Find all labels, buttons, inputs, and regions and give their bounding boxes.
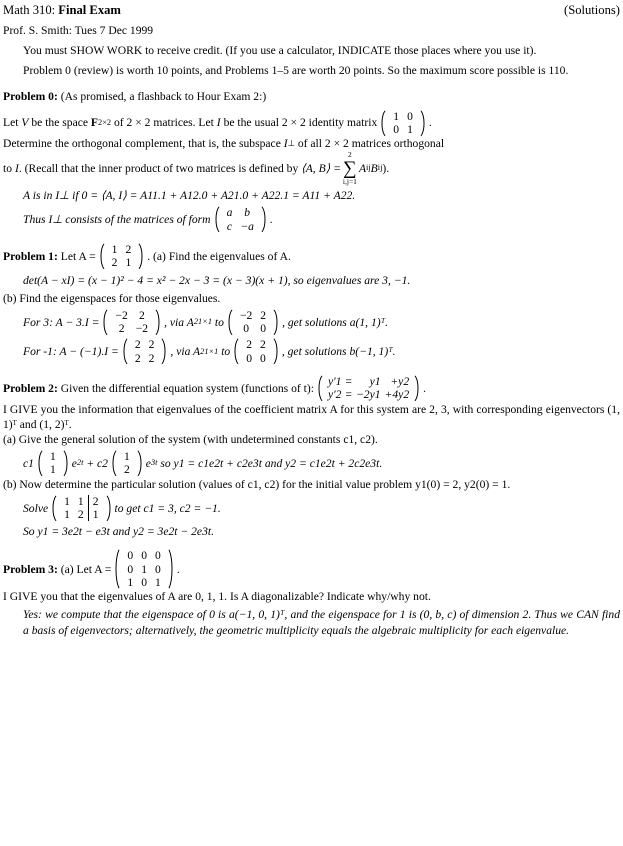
- cell: 2: [118, 322, 125, 336]
- matrix-A-minus-3I: [101, 309, 162, 336]
- matrix-rref-3: [226, 309, 280, 336]
- paren-left: [98, 243, 105, 270]
- p1c-mid-b: to: [221, 345, 231, 359]
- cell: −2: [239, 308, 253, 322]
- matrix-A-3x3: [113, 549, 174, 589]
- sum-lower: i,j=1: [342, 176, 357, 186]
- cell: 1: [77, 494, 84, 508]
- p1b-post: , get solutions a(1, 1)ᵀ.: [282, 315, 388, 329]
- cell: −2y1: [355, 388, 381, 402]
- p2a-c1: c1: [23, 456, 34, 470]
- cell: 2: [125, 243, 132, 257]
- p0-sol2-period: .: [269, 213, 273, 227]
- cell: 1: [393, 109, 400, 123]
- p3-period: .: [176, 562, 180, 576]
- exam-title: Final Exam: [58, 3, 121, 17]
- course-label: Math 310:: [3, 3, 56, 17]
- cell: 2: [139, 308, 145, 322]
- identity-matrix: [379, 110, 427, 137]
- instructor-line: Prof. S. Smith: Tues 7 Dec 1999: [3, 24, 154, 38]
- cell: 1: [64, 494, 70, 508]
- problem-2-part-b: (b) Now determine the particular solution (values of c1, c2) for the initial value problem y1(0) = 2, y2(0) = 1.: [3, 477, 511, 491]
- matrix-A: [98, 243, 146, 270]
- problem-2: [3, 375, 620, 539]
- cell: 1: [141, 562, 148, 576]
- problem-1-part-b: (b) Find the eigenspaces for those eigenvalues.: [3, 291, 221, 305]
- eigenvector-2: [110, 450, 144, 477]
- cell: +4y2: [384, 388, 410, 402]
- p0-F: F: [90, 116, 99, 130]
- problem-2-solution-a: c1 1 1 e 2t + c2 1 2 e 3t so y1 = c1e2t + c2e3t and y2 = c1e2t + 2c2e3t.: [23, 449, 383, 477]
- problem-0-heading: [3, 89, 620, 104]
- paren-right: [155, 309, 162, 336]
- problem-1-solution-a: det(A − xI) = (x − 1)² − 4 = x² − 2x − 3 = (x − 3)(x + 1), so eigenvalues are 3, −1.: [23, 273, 411, 287]
- paren-right: [63, 450, 70, 477]
- paren-right: [161, 338, 168, 365]
- paren-right: [137, 450, 144, 477]
- problem-2-given: I GIVE you the information that eigenvalues of the coefficient matrix A for this system are 2, 3, with corresponding eigenvectors (1, 1)ᵀ and (1, 2)ᵀ.: [3, 402, 620, 431]
- p0-t3: of 2 × 2 matrices. Let: [113, 116, 214, 130]
- cell: −a: [240, 219, 254, 233]
- problem-1-eigenspace-minus1: For -1: A − (−1).I = 2 2 2 2 , via A 2 1×1 to 2 2 0 0 , get solutions b(−1, 1)ᵀ.: [23, 338, 396, 365]
- page-header: [3, 2, 620, 18]
- paren-left: [213, 206, 220, 233]
- cell: 2: [260, 308, 267, 322]
- problem-1-statement: [3, 243, 620, 270]
- problem-0-solution-2: [23, 206, 620, 233]
- cell: −2: [115, 308, 128, 322]
- paren-left: [113, 549, 120, 589]
- p1b-mid-b: to: [214, 315, 224, 329]
- paren-right: [138, 243, 145, 270]
- cell: 1: [49, 449, 56, 463]
- paren-right: [414, 375, 421, 402]
- cell: 1: [407, 122, 413, 136]
- problem-2-label: Problem 2:: [3, 381, 58, 395]
- cell: 2: [77, 508, 84, 522]
- cell: 2: [148, 338, 155, 352]
- problem-2-solution-b: [23, 495, 620, 522]
- paren-right: [273, 338, 280, 365]
- cell: 2: [134, 338, 141, 352]
- cell: 0: [407, 109, 413, 123]
- cell: 1: [127, 576, 134, 590]
- problem-0-line-2: Determine the orthogonal complement, that is, the subspace I ⊥ of all 2 × 2 matrices orthogonal: [3, 137, 445, 151]
- p0-I3: I: [14, 161, 19, 175]
- cell: 1: [155, 576, 161, 590]
- cell: 0: [246, 351, 253, 365]
- paren-left: [316, 375, 323, 402]
- matrix-A-plus-I: [121, 338, 169, 365]
- paren-left: [101, 309, 108, 336]
- cell: b: [244, 206, 251, 220]
- paren-right: [273, 309, 280, 336]
- paren-left: [50, 495, 57, 522]
- p2b-post: to get c1 = 3, c2 = −1.: [114, 501, 221, 515]
- p0-t8: . (Recall that the inner product of two matrices is defined by: [18, 161, 299, 175]
- cell: y1: [369, 375, 381, 389]
- problem-1-eigenspace-3: For 3: A − 3.I = −2 2 2 −2 , via A 2 1×1 to −2 2 0 0 , get solutions a(1, 1)ᵀ.: [23, 308, 388, 336]
- cell: 1: [123, 449, 130, 463]
- problem-0-subtitle: (As promised, a flashback to Hour Exam 2:): [60, 89, 267, 103]
- p1c-post: , get solutions b(−1, 1)ᵀ.: [281, 345, 396, 359]
- cell: 1: [125, 256, 132, 270]
- problem-3-label: Problem 3:: [3, 562, 58, 576]
- p1c-pre: For -1: A − (−1).I =: [23, 345, 119, 359]
- problem-2-part-a: (a) Give the general solution of the system (with undetermined constants c1, c2).: [3, 432, 378, 446]
- summation-symbol: [343, 151, 357, 185]
- cell: 0: [127, 549, 134, 563]
- problem-3-given: I GIVE you that the eigenvalues of A are 0, 1, 1. Is A diagonalizable? Indicate why/why not.: [3, 590, 431, 604]
- header-left: [3, 2, 121, 18]
- p0-period: .: [428, 116, 432, 130]
- paren-left: [226, 309, 233, 336]
- eigenvector-1: [36, 450, 70, 477]
- cell: 2: [260, 338, 266, 352]
- p0-Bij: B: [370, 161, 378, 175]
- cell: 0: [393, 122, 400, 136]
- p0-sol2-text: Thus I⊥ consists of the matrices of form: [23, 213, 211, 227]
- p0-t1: Let: [3, 116, 19, 130]
- cell: =: [345, 388, 352, 402]
- p3-lead: (a) Let A =: [60, 562, 112, 576]
- p0-t6: of all 2 × 2 matrices orthogonal: [297, 137, 445, 151]
- paren-right: [420, 110, 427, 137]
- paren-right: [168, 549, 175, 589]
- p0-I2: I: [283, 137, 288, 151]
- paren-left: [121, 338, 128, 365]
- cell: +y2: [390, 375, 410, 389]
- p2b-pre: Solve: [23, 501, 49, 515]
- matrix-rref-minus1: [232, 338, 280, 365]
- paren-left: [379, 110, 386, 137]
- p2a-e1: e: [71, 456, 77, 470]
- header-right: (Solutions): [564, 3, 620, 17]
- solution-matrix: [213, 206, 268, 233]
- p0-inner: ⟨A, B⟩ =: [301, 161, 341, 175]
- cell: 0: [127, 562, 134, 576]
- cell: 2: [148, 351, 155, 365]
- cell: −2: [135, 322, 149, 336]
- p0-t2: be the space: [31, 116, 89, 130]
- p0-t5: Determine the orthogonal complement, that is, the subspace: [3, 137, 281, 151]
- cell: 2: [134, 351, 141, 365]
- cell: 1: [88, 508, 102, 521]
- cell: 0: [141, 576, 148, 590]
- cell: 1: [49, 463, 56, 477]
- cell: y′2: [327, 388, 342, 402]
- problem-0-label: Problem 0:: [3, 89, 58, 103]
- p1b-pre: For 3: A − 3.I =: [23, 315, 100, 329]
- cell: 0: [155, 549, 161, 563]
- cell: 2: [123, 463, 130, 477]
- p2a-tail: so y1 = c1e2t + c2e3t and y2 = c1e2t + 2c2e3t.: [160, 456, 383, 470]
- cell: 0: [260, 322, 267, 336]
- problem-0: [3, 89, 620, 234]
- problem-0-solution-1: A is in I⊥ if 0 = ⟨A, I⟩ = A11.1 + A12.0 + A21.0 + A22.1 = A11 + A22.: [23, 189, 356, 203]
- paren-right: [106, 495, 113, 522]
- cell: y′1: [327, 375, 342, 389]
- p1c-mid-a: , via A: [170, 345, 201, 359]
- paren-left: [232, 338, 239, 365]
- cell: a: [226, 206, 233, 220]
- problem-3-statement: [3, 549, 620, 589]
- problem-1: [3, 243, 620, 365]
- problem-3: [3, 549, 620, 637]
- p2a-c2: + c2: [86, 456, 108, 470]
- cell: 0: [141, 549, 148, 563]
- paren-left: [36, 450, 43, 477]
- problem-2-solution-b2: So y1 = 3e2t − e3t and y2 = 3e2t − 2e3t.: [23, 525, 214, 539]
- cell: 1: [111, 243, 118, 257]
- p0-V: V: [21, 116, 29, 130]
- p2-lead: Given the differential equation system (functions of t):: [60, 381, 314, 395]
- problem-3-solution: Yes: we compute that the eigenspace of 0 is a(−1, 0, 1)ᵀ, and the eigenspace for 1 is (0, b, c) of dimension 2. Thus we CAN find a basis of eigenvectors; alternatively, the geometric multiplicity equals the algebraic multiplicity for each eigenvalue.: [23, 608, 620, 637]
- paren-right: [261, 206, 268, 233]
- p2a-e2: e: [145, 456, 151, 470]
- intro-paragraph-1: You must SHOW WORK to receive credit. (If you use a calculator, INDICATE those places where you use it).: [23, 44, 537, 58]
- cell: =: [345, 375, 352, 389]
- cell: 0: [155, 562, 161, 576]
- cell: 1: [64, 508, 70, 522]
- cell: 0: [260, 351, 266, 365]
- p0-I: I: [216, 116, 221, 130]
- problem-0-line-1: Let V be the space F 2×2 of 2 × 2 matrices. Let I be the usual 2 × 2 identity matrix 1 0 0 1 .: [3, 109, 432, 136]
- paren-left: [110, 450, 117, 477]
- cell: 0: [243, 322, 249, 336]
- cell: 2: [88, 495, 102, 508]
- augmented-matrix: [50, 495, 112, 522]
- intro-paragraph-2: Problem 0 (review) is worth 10 points, and Problems 1–5 are worth 20 points. So the maximum score possible is 110.: [23, 64, 569, 78]
- cell: 2: [111, 256, 118, 270]
- p0-t4: be the usual 2 × 2 identity matrix: [223, 116, 378, 130]
- problem-1-label: Problem 1:: [3, 249, 58, 263]
- cell: c: [226, 219, 233, 233]
- p0-t7: to: [3, 161, 13, 175]
- ode-system: [316, 375, 421, 402]
- p0-Aij: A: [358, 161, 367, 175]
- cell: 2: [246, 338, 253, 352]
- p1b-mid-a: , via A: [164, 315, 194, 329]
- problem-2-statement: [3, 375, 620, 402]
- p2-period: .: [423, 381, 427, 395]
- problem-0-line-3: to I . (Recall that the inner product of two matrices is defined by ⟨A, B⟩ = 2 ∑ i,j=1 A ij B ij ).: [3, 150, 390, 186]
- p0-t9: ).: [382, 161, 390, 175]
- sigma-icon: ∑: [343, 157, 357, 179]
- sum-upper: 2: [348, 150, 352, 160]
- p1-tail: . (a) Find the eigenvalues of A.: [147, 249, 291, 263]
- p1-lead: Let A =: [60, 249, 96, 263]
